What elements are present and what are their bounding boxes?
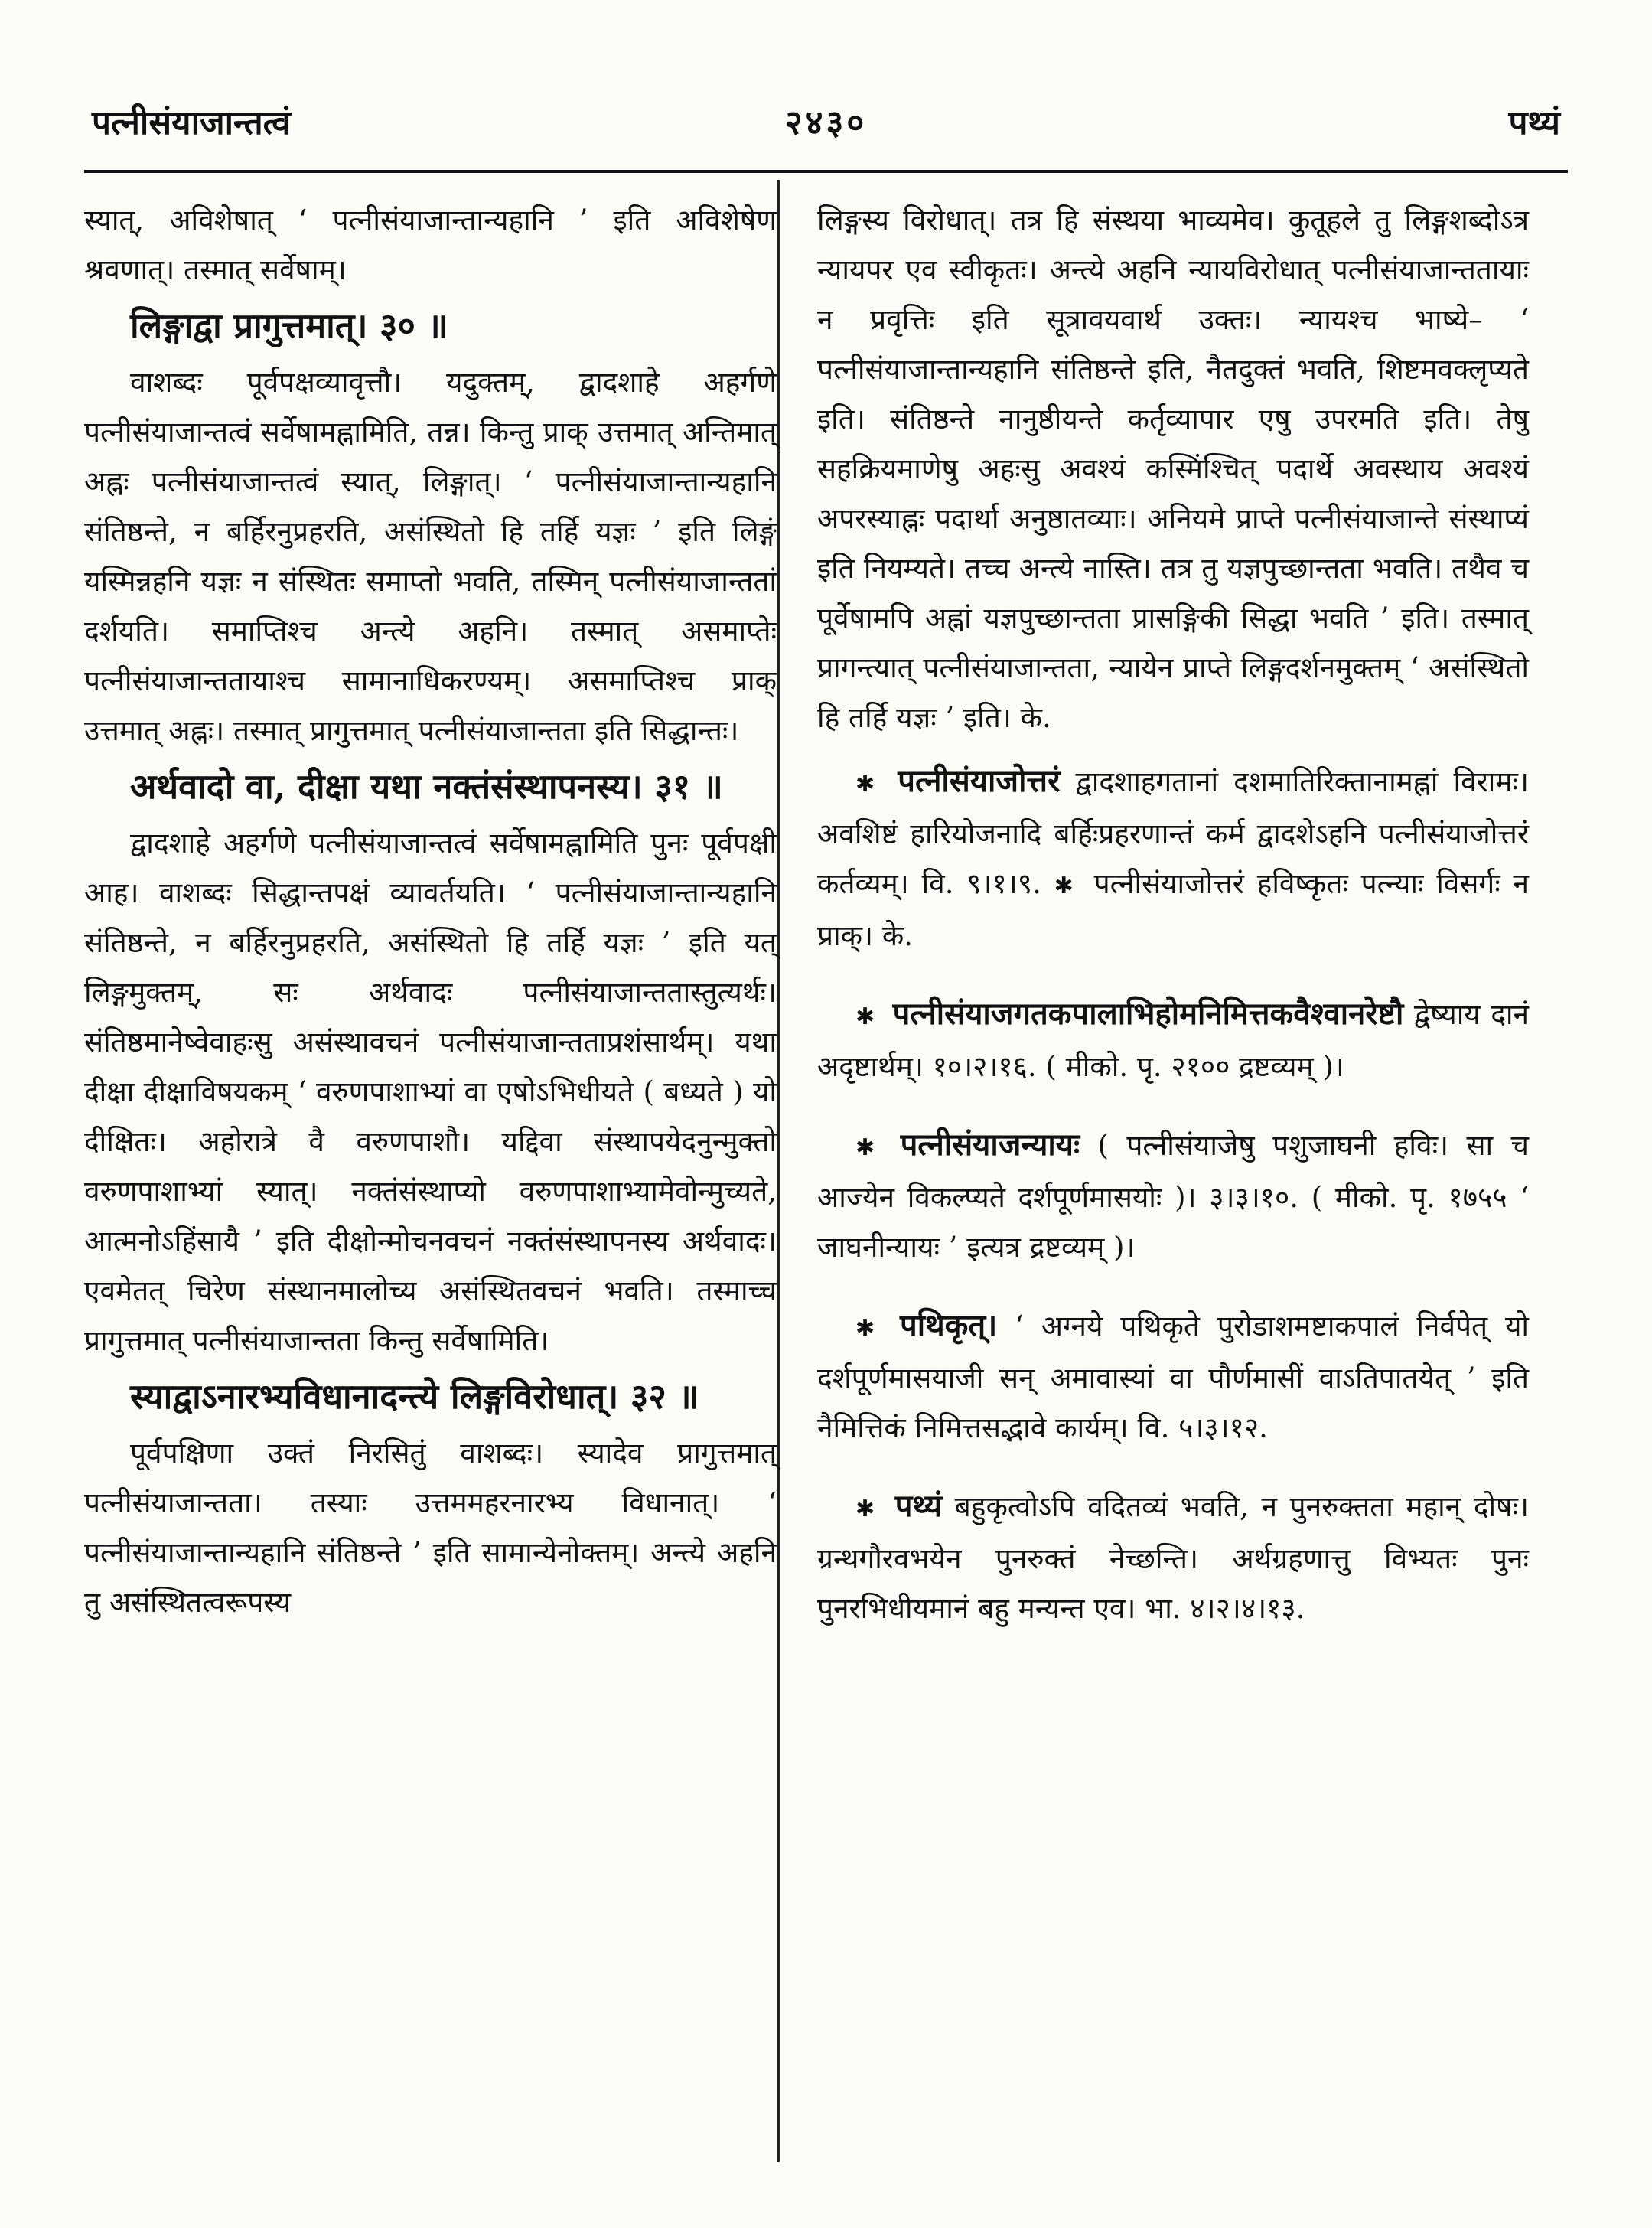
header-left-title: पत्नीसंयाजान्तत्वं: [92, 103, 291, 142]
header-rule: [84, 170, 1568, 173]
asterisk-bullet-icon: ✱: [855, 771, 875, 798]
page-header: [46, 98, 1606, 159]
sutra-heading: लिङ्गाद्वा प्रागुत्तमात्। ३० ॥: [130, 305, 448, 346]
asterisk-bullet-icon: ✱: [855, 1496, 875, 1522]
entry-headword: पथ्यं: [894, 1488, 943, 1524]
asterisk-bullet-icon: ✱: [855, 1134, 875, 1161]
asterisk-bullet-icon: ✱: [855, 1315, 875, 1342]
entry-body: ( पत्नीसंयाजेषु पशुजाघनी हविः। सा च आज्येन विकल्प्यते दर्शपूर्णमासयोः )। ३।३।१०. ( मीको. पृ. १७५५ ‘ जाघनीन्यायः ’ इत्यत्र द्रष्टव्यम् )।: [817, 1129, 1530, 1264]
paragraph: द्वादशाहे अहर्गणे पत्नीसंयाजान्तत्वं सर्वेषामह्नामिति पुनः पूर्वपक्षी आह। वाशब्दः सिद्धान्तपक्षं व्यावर्तयति। ‘ पत्नीसंयाजान्तान्यहानि संतिष्ठन्ते, न बर्हिरनुप्रहरति, असंस्थितो हि तर्हि यज्ञः ’ इति यत् लिङ्गमुक्तम्, सः अर्थवादः पत्नीसंयाजान्ततास्तुत्यर्थः। संतिष्ठमानेष्वेवाहःसु असंस्थावचनं पत्नीसंयाजान्तताप्रशंसार्थम्। यथा दीक्षा दीक्षाविषयकम् ‘ वरुणपाशाभ्यां वा एषोऽभिधीयते ( बध्यते ) यो दीक्षितः। अहोरात्रे वै वरुणपाशौ। यद्दिवा संस्थापयेदनुन्मुक्तो वरुणपाशाभ्यां स्यात्। नक्तंसंस्थाप्यो वरुणपाशाभ्यामेवोन्मुच्यते, आत्मनोऽहिंसायै ’ इति दीक्षोन्मोचनवचनं नक्तंसंस्थापनस्य अर्थवादः। एवमेतत् चिरेण संस्थानमालोच्य असंस्थितवचनं भवति। तस्माच्च प्रागुत्तमात् पत्नीसंयाजान्तता किन्तु सर्वेषामिति।: [84, 827, 777, 1357]
asterisk-bullet-icon: ✱: [1054, 873, 1074, 899]
asterisk-bullet-icon: ✱: [855, 1003, 875, 1030]
dictionary-entry: [817, 756, 1529, 961]
dictionary-entry: [817, 989, 1529, 1091]
entry-headword: पत्नीसंयाजगतकपालाभिहोमनिमित्तकवैश्वानरेष्टौ: [892, 996, 1404, 1032]
paragraph: पूर्वपक्षिणा उक्तं निरसितुं वाशब्दः। स्यादेव प्रागुत्तमात् पत्नीसंयाजान्तता। तस्याः उत्तममहरनारभ्य विधानात्। ‘ पत्नीसंयाजान्तान्यहानि संतिष्ठन्ते ’ इति सामान्येनोक्तम्। अन्त्ये अहनि तु असंस्थितत्वरूपस्य: [84, 1437, 777, 1619]
entry-headword: पत्नीसंयाजन्यायः: [900, 1127, 1080, 1163]
page-number: २४३०: [784, 103, 868, 142]
sutra-heading: स्याद्वाऽनारभ्यविधानादन्त्ये लिङ्गविरोधात्। ३२ ॥: [130, 1376, 699, 1417]
sutra-heading: अर्थवादो वा, दीक्षा यथा नक्तंसंस्थापनस्य। ३१ ॥: [130, 766, 723, 807]
entry-body: हविष्कृतः पत्न्याः विसर्गः न प्राक्। के.: [817, 867, 1530, 952]
dictionary-entry: [817, 1300, 1529, 1453]
left-column: [84, 195, 777, 1627]
right-column: [817, 195, 1529, 1662]
header-right-title: पथ्यं: [1508, 103, 1560, 142]
paragraph: लिङ्गस्य विरोधात्। तत्र हि संस्थया भाव्यमेव। कुतूहले तु लिङ्गशब्दोऽत्र न्यायपर एव स्वीकृतः। अन्त्ये अहनि न्यायविरोधात् पत्नीसंयाजान्ततायाः न प्रवृत्तिः इति सूत्रावयवार्थ उक्तः। न्यायश्च भाष्ये– ‘ पत्नीसंयाजान्तान्यहानि संतिष्ठन्ते इति, नैतदुक्तं भवति, शिष्टमवक्लृप्यते इति। संतिष्ठन्ते नानुष्ठीयन्ते कर्तृव्यापार एषु उपरमति इति। तेषु सहक्रियमाणेषु अहःसु अवश्यं कस्मिंश्चित् पदार्थे अवस्थाय अवश्यं अपरस्याह्नः पदार्था अनुष्ठातव्याः। अनियमे प्राप्ते पत्नीसंयाजान्ते संस्थाप्यं इति नियम्यते। तच्च अन्त्ये नास्ति। तत्र तु यज्ञपुच्छान्तता भवति। तथैव च पूर्वेषामपि अह्नां यज्ञपुच्छान्तता प्रासङ्गिकी सिद्धा भवति ’ इति। तस्मात् प्रागन्त्यात् पत्नीसंयाजान्तता, न्यायेन प्राप्ते लिङ्गदर्शनमुक्तम् ‘ असंस्थितो हि तर्हि यज्ञः ’ इति। के.: [817, 204, 1529, 734]
dictionary-entry: [817, 1481, 1529, 1633]
entry-headword: पत्नीसंयाजोत्तरं: [898, 763, 1061, 799]
entry-body: बहुकृत्वोऽपि वदितव्यं भवति, न पुनरुक्तता महान् दोषः। ग्रन्थगौरवभयेन पुनरुक्तं नेच्छन्ति। अर्थग्रहणात्तु विभ्यतः पुनः पुनरभिधीयमानं बहु मन्यन्त एव। भा. ४।२।४।१३.: [817, 1490, 1529, 1625]
dictionary-entry: [817, 1120, 1529, 1272]
entry-body: ‘ अग्नये पथिकृते पुरोडाशमष्टाकपालं निर्वपेत् यो दर्शपूर्णमासयाजी सन् अमावास्यां वा पौर्णमासीं वाऽतिपातयेत् ’ इति नैमित्तिकं निमित्तसद्भावे कार्यम्। वि. ५।३।१२.: [817, 1310, 1530, 1444]
entry-headword: पथिकृत्।: [899, 1307, 998, 1343]
entry-body: द्वेष्याय दानं अदृष्टार्थम्। १०।२।१६. ( मीको. पृ. २१०० द्रष्टव्यम् )।: [817, 998, 1529, 1083]
entry-headword: पत्नीसंयाजोत्तरं: [1093, 867, 1244, 900]
entry-body: द्वादशाहगतानां दशमातिरिक्तानामह्नां विरामः। अवशिष्टं हारियोजनादि बर्हिःप्रहरणान्तं कर्म द्वादशेऽहनि पत्नीसंयाजोत्तरं कर्तव्यम्। वि. ९।१।९.: [817, 765, 1529, 900]
paragraph: वाशब्दः पूर्वपक्षव्यावृत्तौ। यदुक्तम्, द्वादशाहे अहर्गणे पत्नीसंयाजान्तत्वं सर्वेषामह्नामिति, तन्न। किन्तु प्राक् उत्तमात् अन्तिमात् अह्नः पत्नीसंयाजान्तत्वं स्यात्, लिङ्गात्। ‘ पत्नीसंयाजान्तान्यहानि संतिष्ठन्ते, न बर्हिरनुप्रहरति, असंस्थितो हि तर्हि यज्ञः ’ इति लिङ्गं यस्मिन्नहनि यज्ञः न संस्थितः समाप्तो भवति, तस्मिन् पत्नीसंयाजान्ततां दर्शयति। समाप्तिश्च अन्त्ये अहनि। तस्मात् असमाप्तेः पत्नीसंयाजान्ततायाश्च सामानाधिकरण्यम्। असमाप्तिश्च प्राक् उत्तमात् अह्नः। तस्मात् प्रागुत्तमात् पत्नीसंयाजान्तता इति सिद्धान्तः।: [84, 366, 777, 747]
column-divider: [777, 180, 780, 2162]
paragraph: स्यात्, अविशेषात् ‘ पत्नीसंयाजान्तान्यहानि ’ इति अविशेषेण श्रवणात्। तस्मात् सर्वेषाम्।: [84, 204, 777, 286]
